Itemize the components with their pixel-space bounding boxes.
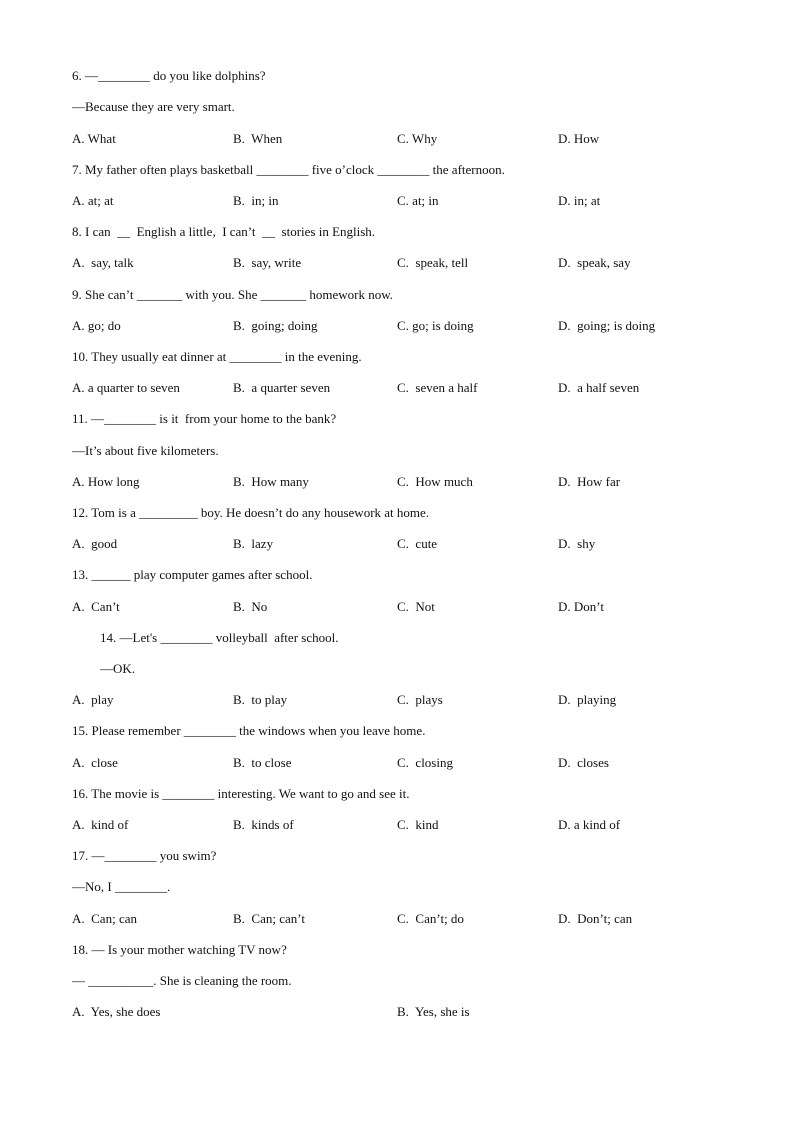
question-15-options xyxy=(72,755,712,771)
question-7-stem: 7. My father often plays basketball ________ five o’clock ________ the afternoon. xyxy=(72,162,505,177)
option-b: B. Yes, she is xyxy=(397,1004,470,1019)
option-d: D. How xyxy=(558,131,600,146)
option-d: D. playing xyxy=(558,692,617,707)
option-d: D. Don’t xyxy=(558,599,604,614)
option-b: B. lazy xyxy=(233,536,274,551)
question-12-stem: 12. Tom is a _________ boy. He doesn’t do any housework at home. xyxy=(72,505,430,520)
option-d: D. How far xyxy=(558,474,621,489)
option-d: D. Don’t; can xyxy=(558,911,633,926)
option-d: D. speak, say xyxy=(558,255,631,270)
option-b: B. a quarter seven xyxy=(233,380,331,395)
question-14-options xyxy=(72,692,712,708)
option-b: B. Can; can’t xyxy=(233,911,305,926)
option-a: A. Yes, she does xyxy=(72,1004,161,1019)
option-b: B. in; in xyxy=(233,193,279,208)
question-11-stem: 11. —________ is it from your home to the bank? xyxy=(72,411,337,426)
option-a: A. at; at xyxy=(72,193,114,208)
question-11-options xyxy=(72,474,712,490)
option-c: C. Not xyxy=(397,599,435,614)
question-17-stem: 17. —________ you swim? xyxy=(72,848,217,863)
option-c: C. seven a half xyxy=(397,380,478,395)
question-17-answer-line: —No, I ________. xyxy=(72,879,171,894)
question-12-options xyxy=(72,536,712,552)
option-c: C. speak, tell xyxy=(397,255,469,270)
option-a: A. Can; can xyxy=(72,911,137,926)
question-18-stem: 18. — Is your mother watching TV now? xyxy=(72,942,287,957)
option-c: C. closing xyxy=(397,755,453,770)
question-10-stem: 10. They usually eat dinner at ________ in the evening. xyxy=(72,349,362,364)
question-6-stem: 6. —________ do you like dolphins? xyxy=(72,68,266,83)
question-16-stem: 16. The movie is ________ interesting. We want to go and see it. xyxy=(72,786,410,801)
question-13-options xyxy=(72,599,712,615)
option-c: C. go; is doing xyxy=(397,318,474,333)
option-c: C. Can’t; do xyxy=(397,911,464,926)
question-18-answer-line: — __________. She is cleaning the room. xyxy=(72,973,292,988)
option-a: A. good xyxy=(72,536,118,551)
question-14-answer-line: —OK. xyxy=(100,661,136,676)
option-a: A. play xyxy=(72,692,114,707)
question-7-options xyxy=(72,193,712,209)
option-b: B. No xyxy=(233,599,268,614)
question-10-options xyxy=(72,380,712,396)
option-b: B. going; doing xyxy=(233,318,318,333)
option-c: C. plays xyxy=(397,692,443,707)
option-a: A. a quarter to seven xyxy=(72,380,180,395)
question-15-stem: 15. Please remember ________ the windows when you leave home. xyxy=(72,723,426,738)
option-b: B. kinds of xyxy=(233,817,294,832)
option-d: D. in; at xyxy=(558,193,601,208)
option-b: B. When xyxy=(233,131,283,146)
option-a: A. Can’t xyxy=(72,599,120,614)
option-c: C. Why xyxy=(397,131,438,146)
option-a: A. say, talk xyxy=(72,255,134,270)
option-d: D. shy xyxy=(558,536,596,551)
option-a: A. go; do xyxy=(72,318,121,333)
question-11-answer-line: —It’s about five kilometers. xyxy=(72,443,219,458)
option-d: D. going; is doing xyxy=(558,318,656,333)
question-17-options xyxy=(72,911,712,927)
question-9-options xyxy=(72,318,712,334)
option-b: B. to close xyxy=(233,755,292,770)
option-a: A. kind of xyxy=(72,817,129,832)
option-c: C. cute xyxy=(397,536,438,551)
question-9-stem: 9. She can’t _______ with you. She _______ homework now. xyxy=(72,287,394,302)
option-d: D. a half seven xyxy=(558,380,640,395)
question-14-stem: 14. —Let's ________ volleyball after school. xyxy=(100,630,339,645)
question-6-answer-line: —Because they are very smart. xyxy=(72,99,235,114)
question-16-options xyxy=(72,817,712,833)
question-6-options xyxy=(72,131,712,147)
option-c: C. How much xyxy=(397,474,473,489)
option-c: C. at; in xyxy=(397,193,439,208)
question-13-stem: 13. ______ play computer games after school. xyxy=(72,567,313,582)
question-18-options xyxy=(72,1004,712,1020)
option-b: B. to play xyxy=(233,692,288,707)
option-a: A. How long xyxy=(72,474,140,489)
option-c: C. kind xyxy=(397,817,439,832)
question-8-stem: 8. I can __ English a little, I can’t __ stories in English. xyxy=(72,224,376,239)
option-a: A. What xyxy=(72,131,116,146)
option-d: D. closes xyxy=(558,755,609,770)
option-d: D. a kind of xyxy=(558,817,621,832)
question-8-options xyxy=(72,255,712,271)
option-b: B. say, write xyxy=(233,255,302,270)
option-b: B. How many xyxy=(233,474,309,489)
option-a: A. close xyxy=(72,755,118,770)
